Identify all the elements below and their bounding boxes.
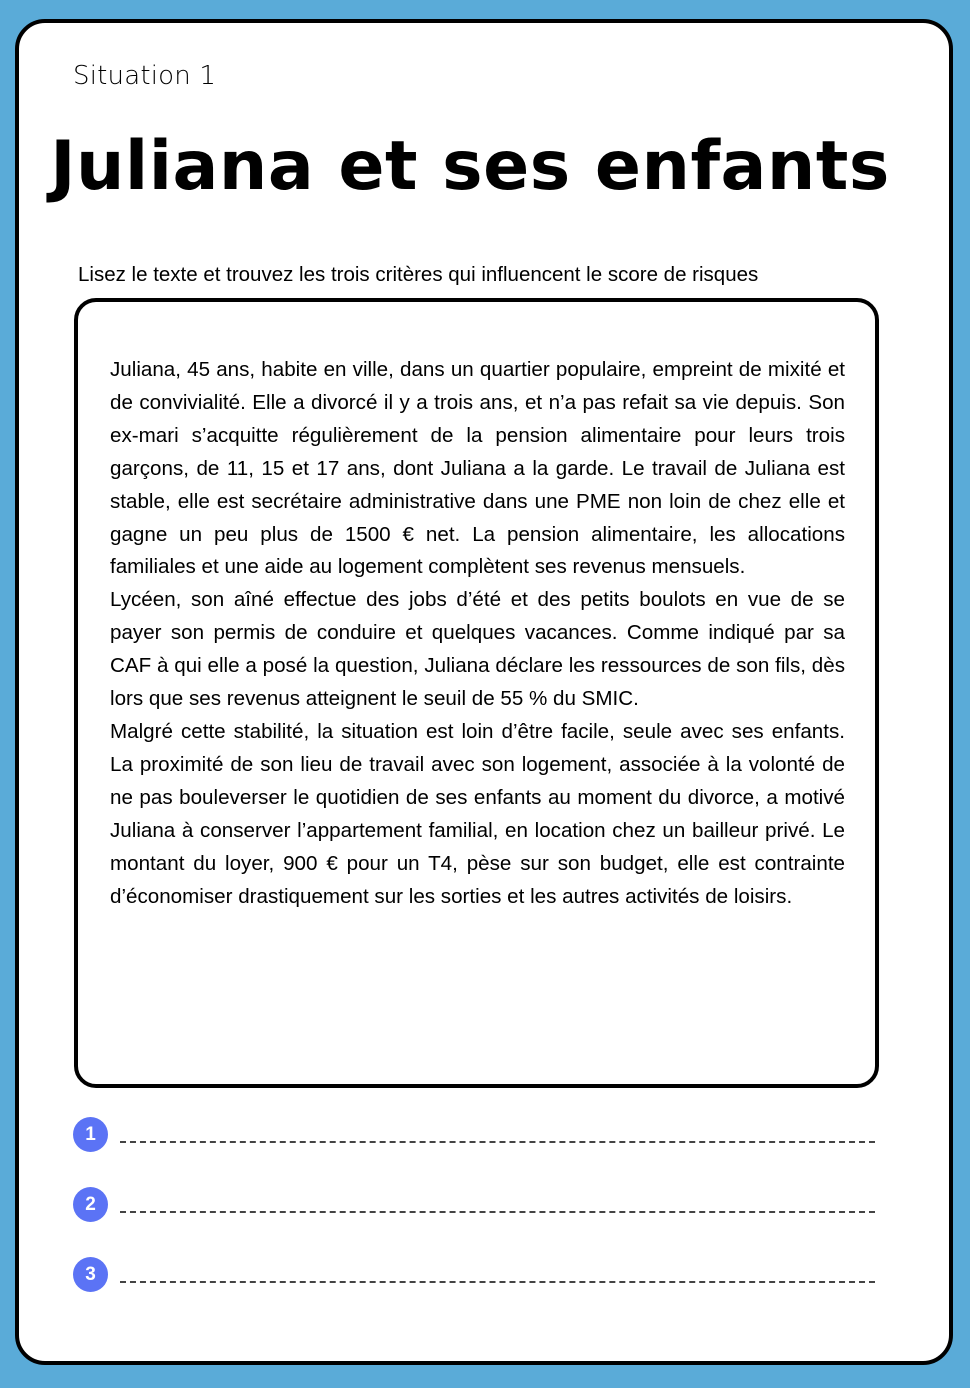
- page-title: Juliana et ses enfants: [50, 127, 890, 206]
- worksheet-card: [15, 19, 953, 1365]
- number-badge-icon: 2: [73, 1187, 108, 1222]
- instruction-text: Lisez le texte et trouvez les trois critères qui influencent le score de risques: [78, 263, 759, 286]
- story-paragraph-3: Malgré cette stabilité, la situation est loin d’être facile, seule avec ses enfants. La proximité de son lieu de travail avec son logement, associée à la volonté de ne pas bouleverser le quotidien de ses enfants au moment du divorce, a motivé Juliana à conserver l’appartement familial, en location chez un bailleur privé. Le montant du loyer, 900 € pour un T4, pèse sur son budget, elle est contrainte d’économiser drastiquement sur les sorties et les autres activités de loisirs.: [110, 719, 845, 908]
- answer-input-2[interactable]: [120, 1211, 875, 1213]
- answer-row-2: [73, 1187, 873, 1257]
- number-badge-icon: 3: [73, 1257, 108, 1292]
- answer-input-1[interactable]: [120, 1141, 875, 1143]
- situation-label: Situation 1: [73, 61, 217, 91]
- answer-row-1: [73, 1117, 873, 1187]
- number-badge-icon: 1: [73, 1117, 108, 1152]
- story-text-box: [74, 298, 879, 1088]
- story-paragraph-2: Lycéen, son aîné effectue des jobs d’été et des petits boulots en vue de se payer son permis de conduire et quelques vacances. Comme indiqué par sa CAF à qui elle a posé la question, Juliana déclare les ressources de son fils, dès lors que ses revenus atteignent le seuil de 55 % du SMIC.: [110, 588, 845, 711]
- answer-row-3: [73, 1257, 873, 1327]
- answer-list: [73, 1117, 873, 1327]
- answer-input-3[interactable]: [120, 1281, 875, 1283]
- story-paragraph-1: Juliana, 45 ans, habite en ville, dans un quartier populaire, empreint de mixité et de convivialité. Elle a divorcé il y a trois ans, et n’a pas refait sa vie depuis. Son ex-mari s’acquitte régulièrement de la pension alimentaire pour leurs trois garçons, de 11, 15 et 17 ans, dont Juliana a la garde. Le travail de Juliana est stable, elle est secrétaire administrative dans une PME non loin de chez elle et gagne un peu plus de 1500 € net. La pension alimentaire, les allocations familiales et une aide au logement complètent ses revenus mensuels.: [110, 358, 845, 579]
